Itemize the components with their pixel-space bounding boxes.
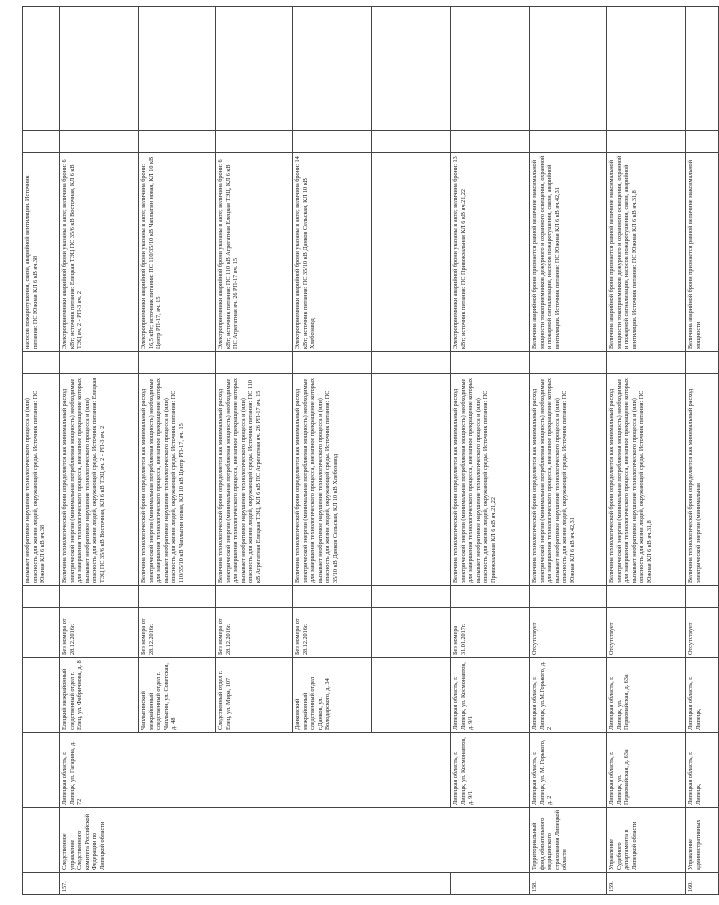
cell-addr: Липецкая область, г. Липецк,: [686, 733, 719, 808]
cell-object: Липецкая область, г. Липецк, ул. Космонавтов, д. 9/1: [451, 658, 530, 733]
table-row: [530, 7, 607, 895]
cell-tech: Величина технологической брони определяется как минимальный расход электрической энергии (минимальная потребляемая мощность) необходимые для завершения технологического процесса, внезапное прекращение которых вызывает необратимое нарушение технологического процесса и (или) опасность для жизни людей, окружающей среды. Источник питания: ПС Привокзальная КЛ 6 кВ яч.21,22: [451, 374, 530, 586]
cell-addr: Липецкая область, г. Липецк, ул. Первомайская, д. 63а: [607, 733, 686, 808]
cell-addr: Липецкая область, г. Липецк, ул. Космонавтов, д. 9/1: [451, 733, 530, 808]
cell-tech: Величина технологической брони определяется как минимальный расход электрической энергии (минимальная потребляемая мощность) необходимые для завершения технологического процесса, внезапное прекращение которых вызывает необратимое нарушение технологического процесса и (или) опасность для жизни людей, окружающей среды. Источник питания: ПС Южная КЛ 6 кВ яч.31,8: [607, 374, 686, 586]
cell-empty: [23, 7, 60, 131]
cell-empty: [139, 7, 216, 131]
cell-empty: [530, 586, 607, 608]
cell-object: Следственный отдел г. Елец, ул. Мира, 107: [216, 658, 293, 733]
cell-addr: Липецкая область, г. Липецк, ул. М. Горького, д. 2: [530, 733, 607, 808]
cell-tech: Величина технологической брони определяется как минимальный расход электрической энергии (минимальная потребляемая мощность) необходимые для завершения технологического процесса, внезапное прекращение которых вызывает необратимое нарушение технологического процесса и (или) опасность для жизни людей, окружающей среды. Источник питания: ПС 35/10 кВ Данков Сельская, КЛ 10 кВ Хлебозавод: [293, 374, 372, 586]
cell-tech: Величина технологической брони определяется как минимальный расход электрической энергии (минимальная: [686, 374, 719, 586]
cell-empty: [139, 352, 216, 374]
cell-empty: [451, 7, 530, 131]
cell-object: Чаплыгинский межрайонный следственный отдел г. Чаплыгин, ул. Советская, д. 48: [139, 658, 216, 733]
cell-object: Данковский межрайонный следственный отдел г.Данков, ул. Володарского, д. 34: [293, 658, 372, 733]
cell-doc: Без номера 31.01.2017г.: [451, 608, 530, 658]
table-row: [60, 7, 139, 895]
cell-empty: [530, 131, 607, 153]
cell-empty: [607, 586, 686, 608]
cell-tech: вызывает необратимое нарушение технологического процесса и (или) опасность для жизни людей, окружающей среды. Источник питания: ПС Южная КЛ 6 кВ яч.38: [23, 374, 60, 586]
cell-empty: [23, 586, 60, 608]
cell-empty: [139, 586, 216, 608]
cell-empty: [23, 352, 60, 374]
cell-empty: [372, 7, 451, 131]
cell-empty: [607, 131, 686, 153]
cell-object: Елецкий межрайонный следственный отдел г. Елец, ул. Фабричнова, д. 8: [60, 658, 139, 733]
cell-num: 157.: [60, 873, 451, 895]
cell-empty: [372, 131, 451, 153]
cell-tech: Величина технологической брони определяется как минимальный расход электрической энергии (минимальная потребляемая мощность) необходимые для завершения технологического процесса, внезапное прекращение которых вызывает необратимое нарушение технологического процесса и (или) опасность для жизни людей, окружающей среды. Источник питания: Елецкая ТЭЦ ПС 35/6 кВ Восточная, КЛ 6 кВ ТЭЦ яч. 2 - РП-3 яч. 2: [60, 374, 139, 586]
cell-name: Следственное управление Следственного комитета Российской Федерации по Липецкой области: [60, 808, 530, 873]
cell-emerg: Электроприемники аварийной брони указаны в акте; величина брони: 16,5 кВт; источник питания: ПС 110/35/10 кВ Чаплыгин новая, КЛ 10 кВ Центр РП-17, яч. 15: [139, 153, 216, 352]
cell-name: Управление Судебного департамента в Липецкой области: [607, 808, 686, 873]
cell-empty: [686, 7, 719, 131]
cell-num: 159.: [607, 873, 686, 895]
cell-num: 160.: [686, 873, 719, 895]
cell-object: [372, 658, 451, 733]
cell-emerg: Величина аварийной брони признается равной величине максимальной мощности токоприемников дежурного и охранного освещения, охранной и пожарной сигнализации, насосов пожаротушения, связи, аварийной вентиляции. Источник питания: ПС Южная КЛ 6 кВ яч.31,8: [607, 153, 686, 352]
cell-doc: [23, 608, 60, 658]
cell-empty: [686, 131, 719, 153]
cell-doc: Отсутствует: [530, 608, 607, 658]
cell-empty: [607, 7, 686, 131]
table-row: [23, 7, 60, 895]
cell-emerg: [372, 153, 451, 352]
cell-empty: [607, 352, 686, 374]
cell-empty: [293, 131, 372, 153]
cell-name: [23, 808, 60, 873]
cell-empty: [451, 131, 530, 153]
reserve-table: [22, 6, 719, 895]
cell-doc: Без номера от 28.12.2016г.: [216, 608, 293, 658]
table-row: [686, 7, 719, 895]
cell-empty: [216, 7, 293, 131]
cell-empty: [60, 7, 139, 131]
cell-empty: [293, 352, 372, 374]
cell-empty: [216, 586, 293, 608]
cell-name: Управление административных: [686, 808, 719, 873]
cell-addr: [23, 733, 60, 808]
cell-tech: Величина технологической брони определяется как минимальный расход электрической энергии (минимальная потребляемая мощность) необходимые для завершения технологического процесса, внезапное прекращение которых вызывает необратимое нарушение технологического процесса и (или) опасность для жизни людей, окружающей среды. Источник питания: ПС Южная КЛ 6 кВ яч.42,31: [530, 374, 607, 586]
cell-empty: [530, 7, 607, 131]
cell-empty: [451, 352, 530, 374]
cell-emerg: насосов пожаротушения, связи, аварийной вентиляции. Источник питания: ПС Южная КЛ 6 кВ яч.38: [23, 153, 60, 352]
table-row: [451, 7, 530, 895]
cell-doc: Без номера от 28.12.2016г.: [293, 608, 372, 658]
table-row: [607, 7, 686, 895]
cell-empty: [686, 352, 719, 374]
cell-empty: [216, 352, 293, 374]
cell-emerg: Электроприемники аварийной брони указаны в акте; величина брони: 6 кВт; источник питания: ПС 110 кВ Агрегатная Елецкая ТЭЦ, КЛ 6 кВ ПС Агрегатная яч. 26 РП-17 яч. 15: [216, 153, 293, 352]
cell-name: Территориальный фонд обязательного медицинского страхования Липецкой области: [530, 808, 607, 873]
cell-doc: Без номера от 28.12.2016г.: [60, 608, 139, 658]
cell-tech: Величина технологической брони определяется как минимальный расход электрической энергии (минимальная потребляемая мощность) необходимые для завершения технологического процесса, внезапное прекращение которых вызывает необратимое нарушение технологического процесса и (или) опасность для жизни людей, окружающей среды. Источник питания: ПС 110/35/10 кВ Чаплыгин новая, КЛ 10 кВ Центр РП-17, яч. 15: [139, 374, 216, 586]
cell-empty: [293, 7, 372, 131]
cell-empty: [686, 586, 719, 608]
cell-num: 158.: [530, 873, 607, 895]
cell-empty: [293, 586, 372, 608]
cell-empty: [372, 586, 451, 608]
cell-emerg: Электроприемники аварийной брони указаны в акте; величина брони: 14 кВт; источник питания: ПС 35/10 кВ Данков Сельская, КЛ 10 кВ Хлебозавод: [293, 153, 372, 352]
cell-empty: [60, 131, 139, 153]
cell-emerg: Электроприемники аварийной брони указаны в акте; величина брони: 6 кВт; источник питания: Елецкая ТЭЦ ПС 35/6 кВ Восточная, КЛ 6 кВ ТЭЦ яч. 2 - РП-3 яч. 2: [60, 153, 139, 352]
cell-tech: [372, 374, 451, 586]
cell-emerg: Величина аварийной брони признается равной величине максимальной мощности токоприемников дежурного и охранного освещения, охранной и пожарной сигнализации, насосов пожаротушения, связи, аварийной вентиляции. Источник питания: ПС Южная КЛ 6 кВ яч.42,31: [530, 153, 607, 352]
cell-object: Липецкая область, г. Липецк, ул. Первомайская, д. 63а: [607, 658, 686, 733]
cell-object: Липецкая область, г. Липецк,: [686, 658, 719, 733]
cell-empty: [451, 586, 530, 608]
cell-empty: [139, 131, 216, 153]
cell-num: [23, 873, 60, 895]
cell-tech: Величина технологической брони определяется как минимальный расход электрической энергии (минимальная потребляемая мощность) необходимые для завершения технологического процесса, внезапное прекращение которых вызывает необратимое нарушение технологического процесса и (или) опасность для жизни людей, окружающей среды. Источник питания: ПС 110 кВ Агрегатная Елецкая ТЭЦ, КЛ 6 кВ ПС Агрегатная яч. 26 РП-17 яч. 15: [216, 374, 293, 586]
cell-emerg: Электроприемники аварийной брони указаны в акте; величина брони: 13 кВт; источник питания: ПС Привокзальная КЛ 6 кВ яч.21,22: [451, 153, 530, 352]
cell-emerg: Величина аварийной брони признается равной величине максимальной мощности: [686, 153, 719, 352]
cell-empty: [372, 352, 451, 374]
cell-object: [23, 658, 60, 733]
cell-object: Липецкая область, г. Липецк, ул.М.Горького, д. 2: [530, 658, 607, 733]
cell-doc: Без номера от 28.12.2016г.: [139, 608, 216, 658]
cell-empty: [23, 131, 60, 153]
cell-empty: [60, 352, 139, 374]
cell-empty: [60, 586, 139, 608]
cell-addr: Липецкая область, г. Липецк, ул. Гагарина, д. 72: [60, 733, 451, 808]
cell-num: [451, 873, 530, 895]
cell-doc: Отсутствует: [607, 608, 686, 658]
cell-doc: [372, 608, 451, 658]
cell-empty: [216, 131, 293, 153]
cell-doc: Отсутствует: [686, 608, 719, 658]
cell-empty: [530, 352, 607, 374]
